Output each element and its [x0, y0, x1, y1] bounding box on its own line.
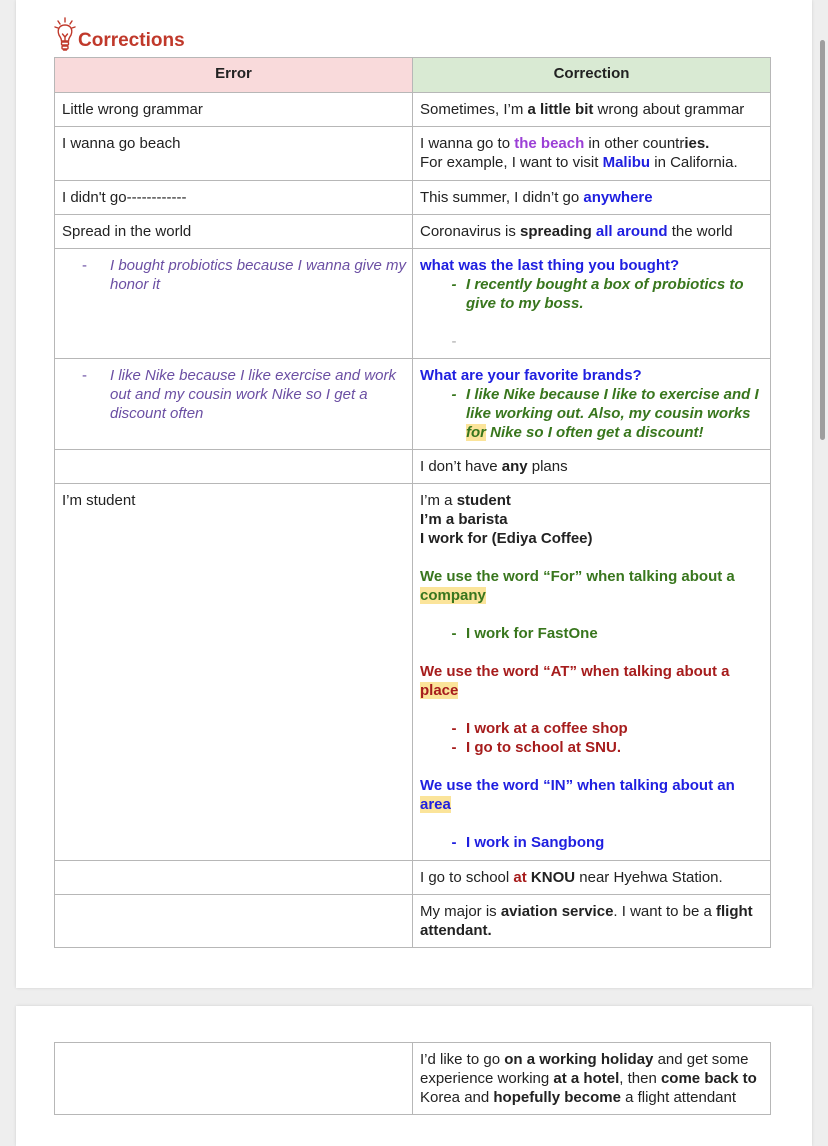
- correction-cell: [413, 861, 771, 895]
- bullet-dash: -: [82, 367, 87, 384]
- error-cell: [55, 1043, 413, 1115]
- correction-text: Coronavirus is: [420, 223, 521, 240]
- correction-cell: [413, 1043, 771, 1115]
- correction-cell: [413, 484, 771, 861]
- highlighted-word: place: [420, 682, 459, 699]
- correction-text: a flight attendant: [620, 1089, 737, 1106]
- correction-cell: [413, 93, 771, 127]
- correction-cell: [413, 359, 771, 450]
- question-text: what was the last thing you bought?: [420, 257, 680, 274]
- correction-line: I work for (Ediya Coffee): [420, 530, 593, 547]
- error-bullet: [62, 256, 406, 294]
- error-cell: [55, 895, 413, 948]
- table-row: [55, 1043, 771, 1115]
- answer-text-part: I like Nike because I like to exercise and I like working out. Also, my cousin works: [466, 386, 759, 422]
- correction-emphasis: come back to: [660, 1070, 757, 1087]
- correction-text: in California.: [650, 154, 738, 171]
- example-bullet: [420, 719, 764, 738]
- error-column-header: Error: [55, 58, 413, 93]
- correction-emphasis: at: [513, 869, 527, 886]
- table-row: [55, 359, 771, 450]
- error-bullet: [62, 366, 406, 423]
- correction-text: the world: [667, 223, 733, 240]
- error-cell: I wanna go beach: [55, 127, 413, 181]
- correction-text: near Hyehwa Station.: [575, 869, 723, 886]
- correction-text: I go to school: [420, 869, 514, 886]
- correction-cell: [413, 895, 771, 948]
- rule-text: We use the word “AT” when talking about a: [420, 663, 730, 680]
- bullet-dash: -: [451, 739, 457, 756]
- correction-emphasis: any: [501, 458, 528, 475]
- bullet-dash: -: [451, 834, 457, 851]
- for-rule: [420, 567, 764, 605]
- table-row: [55, 181, 771, 215]
- table-row: [55, 484, 771, 861]
- correction-emphasis: at a hotel: [553, 1070, 620, 1087]
- correction-emphasis: spreading: [520, 223, 592, 240]
- correction-text: My major is: [420, 903, 501, 920]
- scrollbar-thumb[interactable]: [820, 40, 825, 440]
- error-cell: [55, 861, 413, 895]
- example-text: I work in Sangbong: [466, 834, 605, 851]
- bullet-dash: -: [451, 386, 457, 403]
- document-page-2: [16, 1006, 812, 1146]
- error-text: I bought probiotics because I wanna give my honor it: [110, 257, 407, 293]
- answer-bullet: [420, 385, 764, 442]
- table-row: [55, 93, 771, 127]
- at-rule: [420, 662, 764, 700]
- answer-text-part: Nike so I often get a discount!: [486, 424, 704, 441]
- correction-cell: [413, 215, 771, 249]
- answer-text: I recently bought a box of probiotics to give to my boss.: [466, 276, 744, 312]
- table-header-row: [55, 58, 771, 93]
- error-cell: Little wrong grammar: [55, 93, 413, 127]
- table-row: [55, 895, 771, 948]
- corrections-table-continued: [54, 1042, 771, 1115]
- correction-text: wrong about grammar: [593, 101, 745, 118]
- correction-cell: [413, 127, 771, 181]
- correction-text: plans: [527, 458, 568, 475]
- error-text: I like Nike because I like exercise and work out and my cousin work Nike so I get a discount often: [110, 367, 396, 422]
- example-text: I go to school at SNU.: [466, 739, 622, 756]
- correction-text: I wanna go to: [420, 135, 515, 152]
- correction-cell: [413, 450, 771, 484]
- example-text: I work at a coffee shop: [466, 720, 628, 737]
- correction-emphasis: all around: [595, 223, 668, 240]
- bullet-dash: -: [451, 333, 457, 350]
- correction-emphasis: KNOU: [530, 869, 576, 886]
- table-row: [55, 127, 771, 181]
- correction-emphasis: student: [456, 492, 511, 509]
- error-cell: Spread in the world: [55, 215, 413, 249]
- correction-emphasis: anywhere: [583, 189, 653, 206]
- error-cell: [55, 249, 413, 359]
- bullet-dash: -: [82, 257, 87, 274]
- correction-text: , then: [619, 1070, 661, 1087]
- error-cell: [55, 450, 413, 484]
- correction-emphasis: Malibu: [602, 154, 651, 171]
- bullet-dash: -: [451, 625, 457, 642]
- bullet-dash: -: [451, 276, 457, 293]
- example-bullet: [420, 738, 764, 757]
- table-row: [55, 861, 771, 895]
- rule-text: We use the word “For” when talking about a: [420, 568, 735, 585]
- rule-text: We use the word “IN” when talking about an: [420, 777, 735, 794]
- correction-emphasis: a little bit: [527, 101, 594, 118]
- correction-emphasis: aviation service: [500, 903, 614, 920]
- correction-text: For example, I want to visit: [420, 154, 603, 171]
- correction-cell: [413, 181, 771, 215]
- in-rule: [420, 776, 764, 814]
- section-heading: [54, 10, 185, 54]
- bullet-dash: -: [451, 720, 457, 737]
- answer-text: [466, 385, 764, 442]
- correction-column-header: Correction: [413, 58, 771, 93]
- highlighted-word: company: [420, 587, 486, 604]
- empty-bullet: [420, 332, 764, 351]
- correction-text: Korea and: [420, 1089, 494, 1106]
- example-bullet: [420, 624, 764, 643]
- error-cell: [55, 359, 413, 450]
- answer-bullet: [420, 275, 764, 313]
- example-text: I work for FastOne: [466, 625, 598, 642]
- example-bullet: [420, 833, 764, 852]
- correction-text: This summer, I didn’t go: [420, 189, 584, 206]
- correction-line: I’m a barista: [420, 511, 508, 528]
- correction-text: I’d like to go: [420, 1051, 505, 1068]
- highlighted-word: area: [420, 796, 451, 813]
- highlighted-word: for: [466, 424, 486, 441]
- table-row: [55, 450, 771, 484]
- lightbulb-icon: [54, 16, 76, 54]
- correction-emphasis: ies.: [684, 135, 710, 152]
- correction-text: I’m a: [420, 492, 457, 509]
- correction-text: Sometimes, I’m: [420, 101, 528, 118]
- error-cell: I didn't go------------: [55, 181, 413, 215]
- correction-cell: [413, 249, 771, 359]
- correction-text: and get some experience working: [420, 1051, 749, 1087]
- correction-text: in other countr: [584, 135, 685, 152]
- page-title: Corrections: [78, 30, 185, 51]
- error-cell: I’m student: [55, 484, 413, 861]
- table-row: [55, 215, 771, 249]
- correction-emphasis: the beach: [514, 135, 585, 152]
- correction-emphasis: hopefully become: [493, 1089, 621, 1106]
- correction-text: . I want to be a: [613, 903, 716, 920]
- correction-emphasis: on a working holiday: [504, 1051, 654, 1068]
- correction-text: I don’t have: [420, 458, 502, 475]
- table-row: [55, 249, 771, 359]
- document-page-1: [16, 0, 812, 988]
- question-text: What are your favorite brands?: [420, 367, 642, 384]
- correction-emphasis: flight attendant.: [420, 903, 753, 939]
- corrections-table: [54, 57, 771, 948]
